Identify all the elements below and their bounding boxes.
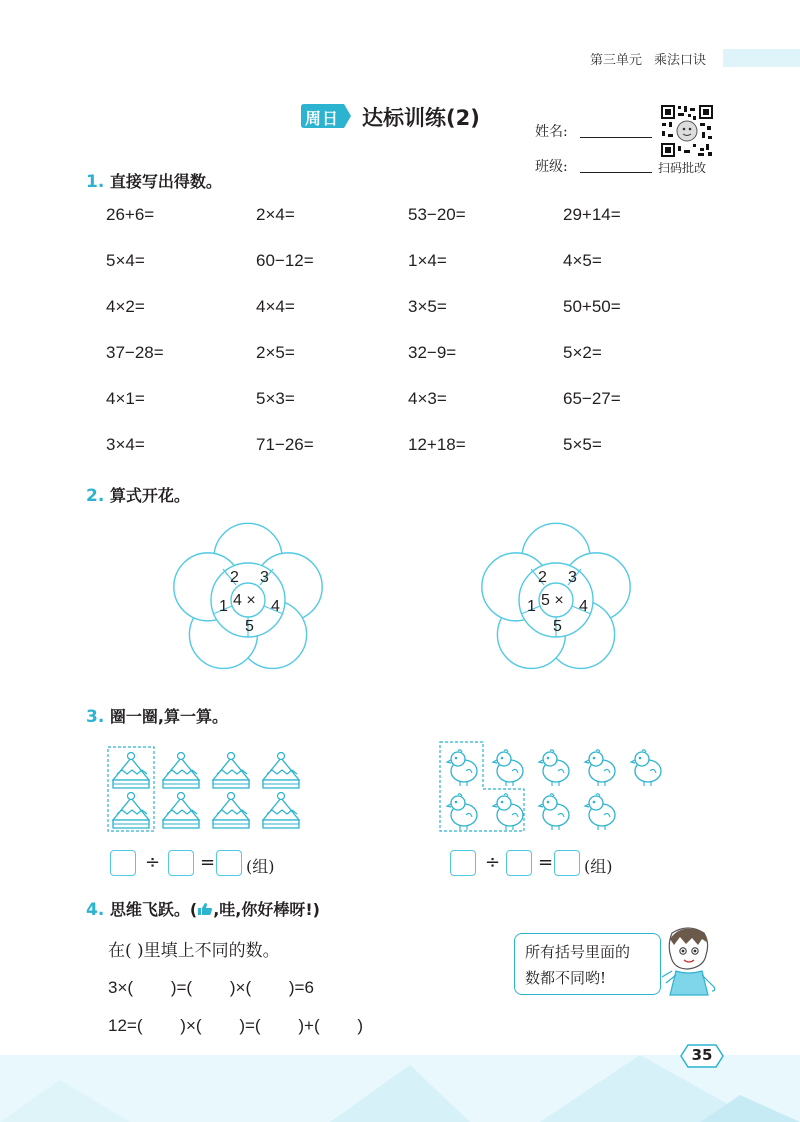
unit-label: 第三单元 [590, 53, 643, 68]
q1-number: 1. [86, 172, 105, 192]
q1-expression: 65−27= [563, 389, 621, 408]
thumbs-up-icon [197, 902, 213, 916]
hint-line-1: 所有括号里面的 [525, 943, 631, 961]
chick-7 [493, 794, 523, 830]
q1-expression: 1×4= [408, 251, 447, 270]
q3-heading [86, 704, 228, 727]
q1-expression: 26+6= [106, 205, 155, 224]
chick-4 [585, 750, 615, 786]
page-number: 35 [680, 1044, 724, 1068]
q3-left-box-1[interactable] [110, 850, 136, 876]
q1-expression: 71−26= [256, 435, 314, 454]
petal-top-right: 3 [568, 569, 577, 586]
chick-group [430, 735, 670, 835]
q1-expression: 3×4= [106, 435, 145, 454]
q1-expression: 4×5= [563, 251, 602, 270]
q3-right-divide: ÷ [485, 852, 501, 873]
cake-6 [163, 793, 199, 829]
q3-right-box-1[interactable] [450, 850, 476, 876]
q1-title: 直接写出得数。 [109, 172, 222, 191]
petal-right: 4 [271, 598, 280, 615]
chick-1 [447, 750, 477, 786]
petal-top-right: 3 [260, 569, 269, 586]
class-label: 班级: [535, 159, 568, 175]
q1-expression: 60−12= [256, 251, 314, 270]
chick-5 [631, 750, 661, 786]
qr-code[interactable] [660, 104, 714, 158]
q1-expression: 4×2= [106, 297, 145, 316]
q2-title: 算式开花。 [109, 486, 190, 505]
q4-title-tail: ,哇,你好棒呀!) [213, 900, 320, 919]
cake-2 [163, 753, 199, 789]
cake-group [100, 740, 320, 835]
q1-expression: 50+50= [563, 297, 621, 316]
q1-heading [86, 169, 222, 192]
cake-3 [213, 753, 249, 789]
petal-left: 1 [219, 598, 228, 615]
page-title: 达标训练(2) [362, 106, 480, 130]
name-field[interactable] [580, 136, 652, 138]
flower-1 [160, 520, 340, 680]
q3-left-unit: (组) [246, 857, 275, 876]
q1-expression: 4×1= [106, 389, 145, 408]
q1-expression: 5×4= [106, 251, 145, 270]
chick-6 [447, 794, 477, 830]
q4-number: 4. [86, 900, 105, 920]
header-text [590, 49, 718, 68]
q3-right-box-3[interactable] [554, 850, 580, 876]
q4-heading [86, 897, 320, 920]
name-label: 姓名: [535, 124, 568, 140]
q2-number: 2. [86, 486, 105, 506]
q1-expression: 5×2= [563, 343, 602, 362]
q4-instruction: 在( )里填上不同的数。 [108, 941, 280, 961]
q3-left-divide: ÷ [145, 852, 161, 873]
q1-expression: 12+18= [408, 435, 466, 454]
chick-2 [493, 750, 523, 786]
q3-left-box-2[interactable] [168, 850, 194, 876]
cake-7 [213, 793, 249, 829]
q1-expression: 2×5= [256, 343, 295, 362]
day-tag: 周日 [300, 103, 352, 129]
petal-top-left: 2 [230, 569, 239, 586]
q3-right-unit: (组) [584, 857, 613, 876]
cake-8 [263, 793, 299, 829]
chick-8 [539, 794, 569, 830]
q1-expression: 37−28= [106, 343, 164, 362]
cake-5 [113, 793, 149, 829]
q3-number: 3. [86, 707, 105, 727]
q3-title: 圈一圈,算一算。 [109, 707, 228, 726]
q1-expression: 32−9= [408, 343, 457, 362]
qr-label: 扫码批改 [658, 161, 707, 175]
flower-center: 4 × [233, 592, 256, 609]
q1-expression: 29+14= [563, 205, 621, 224]
q2-heading [86, 483, 190, 506]
petal-bottom: 5 [245, 618, 254, 635]
class-field[interactable] [580, 171, 652, 173]
q4-line-2: 12=( )×( )=( )+( ) [108, 1016, 364, 1035]
cake-1 [113, 753, 149, 789]
q3-right-equals: = [538, 852, 554, 873]
hint-line-2: 数都不同哟! [525, 969, 607, 987]
q1-expression: 4×4= [256, 297, 295, 316]
flower-center: 5 × [541, 592, 564, 609]
boy-illustration [658, 925, 720, 1000]
q4-line-1: 3×( )=( )×( )=6 [108, 978, 314, 997]
cake-4 [263, 753, 299, 789]
topic-label: 乘法口诀 [654, 53, 707, 68]
hint-bubble [514, 933, 661, 995]
flower-2 [468, 520, 648, 680]
q3-left-equals: = [200, 852, 216, 873]
q4-title: 思维飞跃。( [109, 900, 198, 919]
q1-expression: 3×5= [408, 297, 447, 316]
petal-bottom: 5 [553, 618, 562, 635]
chick-9 [585, 794, 615, 830]
chick-3 [539, 750, 569, 786]
petal-left: 1 [527, 598, 536, 615]
q1-expression: 5×5= [563, 435, 602, 454]
q3-right-box-2[interactable] [506, 850, 532, 876]
petal-top-left: 2 [538, 569, 547, 586]
q3-left-box-3[interactable] [216, 850, 242, 876]
q1-expression: 4×3= [408, 389, 447, 408]
q1-expression: 2×4= [256, 205, 295, 224]
petal-right: 4 [579, 598, 588, 615]
q1-expression: 53−20= [408, 205, 466, 224]
q1-expression: 5×3= [256, 389, 295, 408]
